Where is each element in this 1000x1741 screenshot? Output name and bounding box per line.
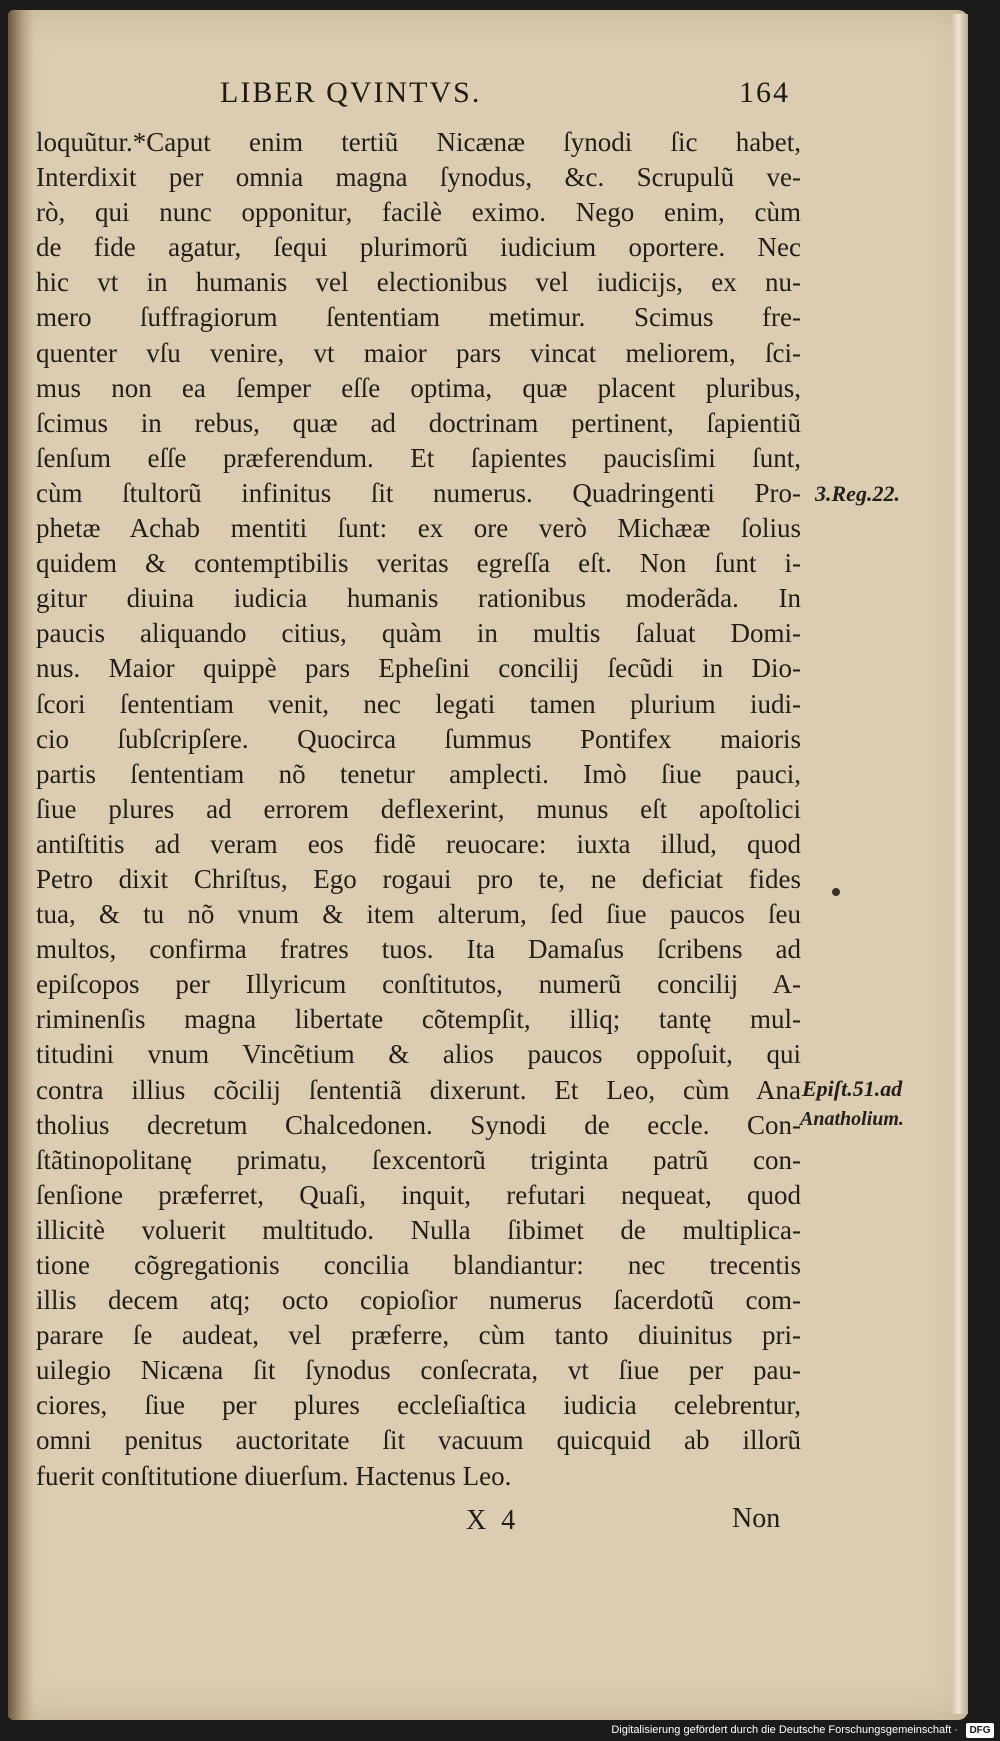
body-text [36,125,801,1494]
text-line: ſcimus in rebus, quæ ad doctrinam pertinent, ſapientiũ [36,407,801,438]
text-line: ſiue plures ad errorem deflexerint, munus eſt apoſtolici [36,793,801,824]
text-line: quenter vſu venire, vt maior pars vincat meliorem, ſci- [36,337,801,368]
page-number: 164 [739,76,790,109]
marginal-note-anatholium: Anatholium. [800,1108,904,1130]
text-line: gitur diuina iudicia humanis rationibus moderãda. In [36,583,801,614]
text-line: Petro dixit Chriſtus, Ego rogaui pro te, ne deficiat fides [36,863,801,894]
page-gutter-shadow [8,10,34,1720]
text-line: uilegio Nicæna ſit ſynodus conſecrata, vt ſiue per pau- [36,1355,801,1386]
text-line: epiſcopos per Illyricum conſtitutos, numerũ concilij A- [36,969,801,1000]
text-line: loquũtur.*Caput enim tertiũ Nicænæ ſynodi ſic habet, [36,127,801,157]
text-line: illicitè voluerit multitudo. Nulla ſibimet de multiplica- [36,1214,801,1245]
margin-mark [832,888,840,896]
marginal-note-reg: 3.Reg.22. [815,481,900,506]
text-line: omni penitus auctoritate ſit vacuum quicquid ab illorũ [36,1425,801,1456]
text-line: tione cõgregationis concilia blandiantur: nec trecentis [36,1250,801,1280]
text-line: antiſtitis ad veram eos fidẽ reuocare: iuxta illud, quod [36,828,801,859]
text-line: de fide agatur, ſequi plurimorũ iudicium oportere. Nec [36,232,801,263]
header-title: LIBER QVINTVS. [220,76,482,109]
dfg-logo-icon: DFG [966,1723,994,1738]
text-line: cio ſubſcripſere. Quocirca ſummus Pontifex maioris [36,723,801,754]
text-line: mero ſuffragiorum ſententiam metimur. Scimus fre- [36,302,801,333]
text-line: fuerit conſtitutione diuerſum. Hactenus Leo. [36,1460,512,1491]
text-line: ciores, ſiue per plures eccleſiaſtica iudicia celebrentur, [36,1390,801,1421]
footer-credit: Digitalisierung gefördert durch die Deutsche Forschungsgemeinschaft · [611,1724,958,1736]
text-line: illis decem atq; octo copioſior numerus ſacerdotũ com- [36,1285,801,1316]
text-line: titudini vnum Vincẽtium & alios paucos oppoſuit, qui [36,1039,801,1070]
text-line: ſenſum eſſe præferendum. Et ſapientes paucisſimi ſunt, [36,442,801,473]
text-line: quidem & contemptibilis veritas egreſſa eſt. Non ſunt i- [36,548,801,579]
text-line: nus. Maior quippè pars Epheſini concilij ſecũdi in Dio- [36,653,801,684]
text-line: rò, qui nunc opponitur, facilè eximo. Nego enim, cùm [36,197,801,228]
text-line: partis ſententiam nõ tenetur amplecti. Imò ſiue pauci, [36,758,801,789]
text-line: cùm ſtultorũ infinitus ſit numerus. Quadringenti Pro- [36,477,801,508]
text-line: phetæ Achab mentiti ſunt: ex ore verò Michææ ſolius [36,513,801,544]
marginal-note-epist: Epiſt.51.ad [802,1076,903,1101]
text-line: paucis aliquando citius, quàm in multis ſaluat Domi- [36,618,801,649]
text-line: tua, & tu nõ vnum & item alterum, ſed ſiue paucos ſeu [36,899,801,930]
text-line: Interdixit per omnia magna ſynodus, &c. Scrupulũ ve- [36,162,801,193]
signature-mark: X 4 [466,1505,520,1536]
text-line: multos, confirma fratres tuos. Ita Damaſus ſcribens ad [36,934,801,965]
text-line: ſcori ſententiam venit, nec legati tamen plurium iudi- [36,688,801,719]
text-line: mus non ea ſemper eſſe optima, quæ placent pluribus, [36,372,801,403]
text-line: tholius decretum Chalcedonen. Synodi de eccle. Con- [36,1109,801,1140]
text-line: parare ſe audeat, vel præferre, cùm tanto diuinitus pri- [36,1320,801,1351]
running-header [220,76,790,110]
text-line: hic vt in humanis vel electionibus vel iudicijs, ex nu- [36,267,801,298]
page-edge [952,14,968,1714]
text-line: ſtãtinopolitanę primatu, ſexcentorũ triginta patrũ con- [36,1144,801,1175]
text-line: contra illius cõcilij ſententiã dixerunt. Et Leo, cùm Ana [36,1074,801,1105]
text-line: riminenſis magna libertate cõtempſit, illiq; tantę mul- [36,1004,801,1035]
catchword: Non [732,1503,781,1534]
text-line: ſenſione præferret, Quaſi, inquit, refutari nequeat, quod [36,1179,801,1210]
